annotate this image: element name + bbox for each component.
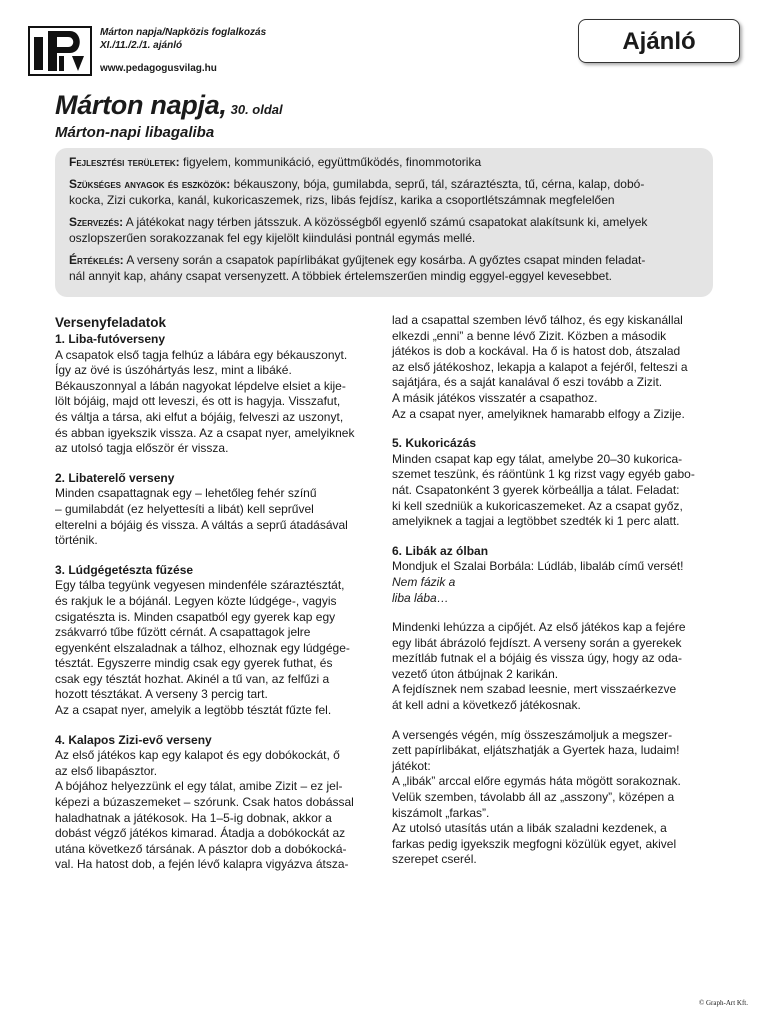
text-line: csak egy tésztát hozhat. Akinél a tű van, az felfűzi a	[55, 671, 330, 686]
text-line: Velük szemben, távolabb áll az „asszony”, középen a	[392, 790, 675, 805]
task-3-body	[55, 578, 373, 718]
text-line: lölt bójáig, majd ott leveszi, és ott is hagyja. Visszafut,	[55, 394, 341, 409]
text-line: és abban igyekszik vissza. Az a csapat nyer, amelyiknek	[55, 425, 355, 440]
text-line: A fejdísznek nem szabad leesnie, mert visszaérkezve	[392, 682, 677, 697]
text-line: egy libát ábrázoló fejdíszt. A verseny során a gyerekek	[392, 635, 682, 650]
info-fejlesztesi-text: figyelem, kommunikáció, együttműködés, finommotorika	[183, 155, 482, 169]
task-5-body	[392, 452, 714, 530]
task-1-title: 1. Liba-futóverseny	[55, 332, 166, 346]
text-line: Az utolsó utasítás után a libák szaladni kezdenek, a	[392, 821, 667, 836]
page-title	[55, 90, 283, 121]
info-szervezes	[69, 214, 699, 246]
text-line: Mindenki lehúzza a cipőjét. Az első játékos kap a fejére	[392, 620, 686, 635]
text-line: haladhatnak a játékosok. Ha 1–5-ig dobnak, akkor a	[55, 810, 332, 825]
info-ertekeles-line: A verseny során a csapatok papírlibákat gyűjtenek egy kosárba. A győztes csapat minden feladat-	[126, 253, 646, 267]
text-line: az utolsó tagja először ér vissza.	[55, 441, 229, 456]
text-line: lad a csapattal szemben lévő tálhoz, és egy kiskanállal	[392, 313, 683, 327]
ajanlo-badge: Ajánló	[578, 19, 740, 63]
text-line: tésztát. Egyszerre mindig csak egy gyerek futhat, és	[55, 656, 333, 671]
text-line: mezítláb futnak el a bójáig és vissza úgy, hogy az oda-	[392, 651, 682, 666]
task-2-title: 2. Libaterelő verseny	[55, 470, 175, 485]
info-fejlesztesi	[69, 154, 699, 170]
text-line: Az a csapat nyer, amelyiknek hamarabb elfogy a Zizije.	[392, 406, 685, 421]
info-ertekeles-label: Értékelés:	[69, 253, 124, 267]
info-szervezes-line: oszlopszerűen sorakozzanak fel egy kijelölt kiindulási pontnál egymás mellé.	[69, 231, 476, 245]
task-6-para1	[392, 620, 714, 714]
meta-series: Márton napja/Napközis foglalkozás	[100, 27, 267, 38]
text-line: A csapatok első tagja felhúz a lábára egy békauszonyt.	[55, 347, 348, 362]
publisher-logo	[28, 26, 92, 76]
text-line: A „libák” arccal előre egymás háta mögött sorakoznak.	[392, 774, 681, 789]
task-4-body-cont	[392, 313, 714, 422]
title-page-ref: 30. oldal	[230, 102, 283, 117]
text-line: ki kell szedniük a kukoricaszemeket. Az a csapat győz,	[392, 498, 683, 513]
text-line: Minden csapat kap egy tálat, amelybe 20–30 kukorica-	[392, 451, 683, 466]
text-line: egyenként elszaladnak a tálhoz, elhoznak egy lúdgége-	[55, 640, 350, 655]
text-line: képezi a búzaszemeket – szórunk. Csak hatos dobással	[55, 795, 354, 810]
text-line: játékot:	[392, 758, 431, 773]
info-szukseges-line: békauszony, bója, gumilabda, seprű, tál, száraztészta, tű, cérna, kalap, dobó-	[233, 177, 645, 191]
text-line: zsákvarró tűbe fűzött cérnát. A csapattagok jelre	[55, 625, 311, 640]
text-line: kiszámolt „farkas”.	[392, 805, 490, 820]
task-6-intro: Mondjuk el Szalai Borbála: Lúdláb, libaláb című versét!	[392, 559, 684, 574]
text-line: Egy tálba tegyünk vegyesen mindenféle száraztésztát,	[55, 578, 345, 593]
text-line: szemet teszünk, és ráöntünk 1 kg rizst vagy egyéb gabo-	[392, 467, 695, 482]
text-line: val. Ha hatost dob, a fején lévő kalapra vigyázva átsza-	[55, 857, 349, 872]
task-6-poem	[392, 575, 714, 606]
info-szukseges-label: Szükséges anyagok és eszközök:	[69, 177, 231, 191]
text-line: sajátjára, és a saját kanalával ő eszi tovább a Zizit.	[392, 375, 663, 390]
info-ertekeles-line: nál annyit kap, ahány csapat versenyzett. A többiek értelemszerűen mindig eggyel-eggyel kevesebbet.	[69, 269, 612, 283]
info-szukseges-line: kocka, Zizi cukorka, kanál, kukoricaszemek, rizs, libás fejdísz, karika a csoportlétszámnak megfelelően	[69, 193, 615, 207]
info-box	[55, 148, 713, 297]
text-line: A másik játékos visszatér a csapathoz.	[392, 390, 598, 405]
copyright: © Graph-Art Kft.	[698, 999, 748, 1007]
text-line: Így az övé is úszóhártyás lesz, mint a libáké.	[55, 363, 292, 378]
info-szervezes-line: A játékokat nagy térben játsszuk. A közösségből egyenlő számú csapatokat alakítsunk ki, amelyek	[125, 215, 648, 229]
text-line: zett papírlibákat, eljátszhatják a Gyertek haza, ludaim!	[392, 743, 680, 758]
text-line: dobást végző játékos kimarad. Átadja a dobókockát az	[55, 826, 346, 841]
text-line: játékos is dob a kockával. Ha ő is hatost dob, átszalad	[392, 344, 681, 359]
text-line: és váltja a társa, aki elfut a bójáig, felveszi az uszonyt,	[55, 409, 344, 424]
section-heading: Versenyfeladatok	[55, 315, 167, 330]
meta-code: XI./11./2./1. ajánló	[100, 40, 183, 51]
info-ertekeles	[69, 252, 699, 284]
text-line: és rakjuk le a bójánál. Legyen közte lúdgége-, vagyis	[55, 593, 337, 608]
text-line: nát. Csapatonként 3 gyerek körbeállja a tálat. Feladat:	[392, 482, 680, 497]
text-line: Az első játékos kap egy kalapot és egy dobókockát, ő	[55, 748, 340, 763]
text-line: vezető úton átbújnak 2 karikán.	[392, 666, 559, 681]
info-fejlesztesi-label: Fejlesztési területek:	[69, 155, 180, 169]
text-line: az első játékoshoz, lekapja a kalapot a fejéről, felteszi a	[392, 359, 688, 374]
left-column	[55, 314, 373, 873]
text-line: át kell adni a következő játékosnak.	[392, 698, 581, 713]
text-line: Békauszonnyal a lábán nagyokat lépdelve elsiet a kije-	[55, 378, 346, 393]
text-line: hozott tésztákat. A verseny 3 percig tart.	[55, 687, 268, 702]
page-subtitle: Márton-napi libagaliba	[55, 124, 215, 141]
text-line: elterelni a bójáig és vissza. A váltás a seprű átadásával	[55, 517, 348, 532]
text-line: szerepet cserél.	[392, 852, 477, 867]
info-szukseges	[69, 176, 699, 208]
right-column	[392, 313, 714, 868]
task-1-body	[55, 348, 373, 457]
text-line: csigatészta is. Minden csapatból egy gyerek kap egy	[55, 609, 336, 624]
text-line: – gumilabdát (ez helyettesíti a libát) kell seprűvel	[55, 501, 314, 516]
text-line: liba lába…	[392, 590, 449, 605]
task-4-title: 4. Kalapos Zizi-evő verseny	[55, 732, 212, 747]
task-3-title: 3. Lúdgégetészta fűzése	[55, 562, 194, 577]
text-line: az első libapásztor.	[55, 763, 158, 778]
task-2-body	[55, 486, 373, 548]
task-6-title: 6. Libák az ólban	[392, 543, 489, 558]
text-line: Minden csapattagnak egy – lehetőleg fehér színű	[55, 486, 317, 501]
text-line: elkezdi „enni” a benne lévő Zizit. Közben a második	[392, 328, 667, 343]
text-line: amelyiknek a tagjai a legtöbbet szedték ki 1 perc alatt.	[392, 514, 680, 529]
text-line: Nem fázik a	[392, 574, 456, 589]
text-line: A versengés végén, míg összeszámoljuk a megszer-	[392, 727, 673, 742]
text-line: A bójához helyezzünk el egy tálat, amibe Zizit – ez jel-	[55, 779, 343, 794]
info-szervezes-label: Szervezés:	[69, 215, 124, 229]
task-5-title: 5. Kukoricázás	[392, 436, 477, 451]
header-meta	[100, 26, 266, 75]
task-4-body	[55, 748, 373, 873]
title-main: Márton napja,	[55, 90, 227, 120]
text-line: Az a csapat nyer, amelyik a legtöbb tésztát fűzte fel.	[55, 703, 332, 718]
text-line: utána következő társának. A pásztor dob a dobókocká-	[55, 841, 347, 856]
text-line: farkas pedig igyekszik megfogni közülük egyet, akivel	[392, 836, 677, 851]
text-line: történik.	[55, 533, 98, 548]
website-link[interactable]: www.pedagogusvilag.hu	[100, 63, 217, 74]
task-6-para2	[392, 728, 714, 868]
